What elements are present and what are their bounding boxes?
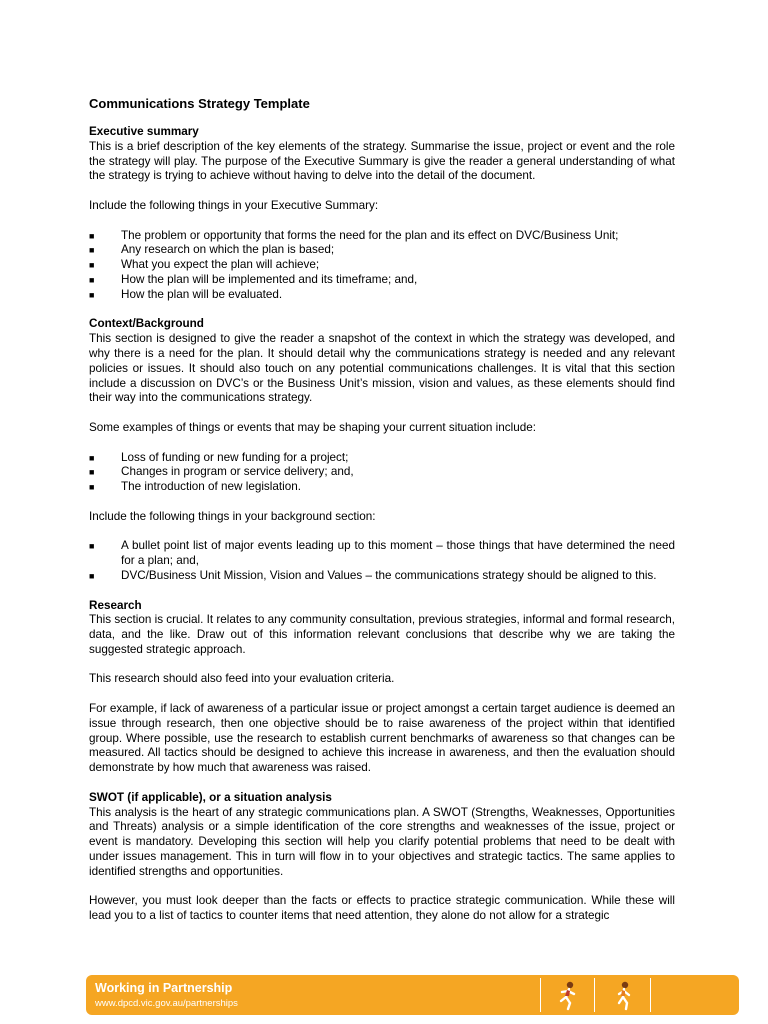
swot-paragraph-1: This analysis is the heart of any strategic communications plan. A SWOT (Strengths, Weaknesses, Opportunities and Threats) analysis or a simple identification of the core strengths and weaknesses of the issue, project or event is mandatory. Developing this section will help you clarify potential problems that need to be dealt with under issues management. This in turn will flow in to your objectives and strategic tactics. The same applies to identified strengths and opportunities.: [89, 805, 675, 878]
research-paragraph-2: This research should also feed into your evaluation criteria.: [89, 672, 395, 686]
list-item: ■ DVC/Business Unit Mission, Vision and Values – the communications strategy should be aligned to this.: [89, 568, 657, 582]
footer-title: Working in Partnership: [95, 981, 233, 995]
runner-figure-icon: [552, 979, 586, 1011]
bullet-icon: ■: [89, 467, 95, 478]
research-paragraph-1: This section is crucial. It relates to any community consultation, previous strategies, informal and formal research, data, and the like. Draw out of this information relevant conclusions that describe why we are taking the suggested strategic approach.: [89, 613, 675, 656]
section-heading-executive-summary: Executive summary: [89, 125, 199, 138]
bullet-icon: ■: [89, 541, 95, 552]
context-lead-examples: Some examples of things or events that may be shaping your current situation include:: [89, 420, 536, 434]
bullet-icon: ■: [89, 274, 95, 285]
list-item: ■ The introduction of new legislation.: [89, 480, 301, 494]
list-item: ■ Any research on which the plan is based;: [89, 243, 335, 257]
context-lead-background: Include the following things in your background section:: [89, 509, 376, 523]
page-title: Communications Strategy Template: [89, 96, 310, 111]
list-item: ■ How the plan will be evaluated.: [89, 287, 283, 301]
section-heading-context: Context/Background: [89, 317, 204, 331]
section-heading-research: Research: [89, 598, 142, 612]
bullet-icon: ■: [89, 482, 95, 493]
executive-summary-lead: Include the following things in your Executive Summary:: [89, 198, 379, 212]
list-item: ■ The problem or opportunity that forms the need for the plan and its effect on DVC/Business Unit;: [89, 228, 619, 242]
list-item: ■ Changes in program or service delivery; and,: [89, 465, 354, 479]
bullet-icon: ■: [89, 230, 95, 241]
bullet-icon: ■: [89, 452, 95, 463]
footer-url[interactable]: www.dpcd.vic.gov.au/partnerships: [95, 998, 238, 1009]
list-item: ■ How the plan will be implemented and its timeframe; and,: [89, 272, 418, 286]
bullet-icon: ■: [89, 289, 95, 300]
list-item: ■ Loss of funding or new funding for a project;: [89, 450, 349, 464]
executive-summary-intro: This is a brief description of the key elements of the strategy. Summarise the issue, project or event and the role the strategy will play. The purpose of the Executive Summary is give the reader a general understanding of what the strategy is trying to achieve without having to delve into the detail of the document.: [89, 139, 675, 183]
footer-divider: [594, 978, 595, 1012]
list-item: ■ A bullet point list of major events leading up to this moment – those things that have determined the need for a plan; and,: [89, 539, 675, 568]
bullet-icon: ■: [89, 570, 95, 581]
footer-divider: [650, 978, 651, 1012]
context-background-list: [89, 539, 675, 583]
swot-paragraph-2: However, you must look deeper than the facts or effects to practice strategic communication. While these will lead you to a list of tactics to counter items that need attention, they alone do not allow for a strategic: [89, 894, 675, 923]
document-page: [89, 96, 675, 924]
executive-summary-list: [89, 229, 675, 303]
list-item: ■ What you expect the plan will achieve;: [89, 258, 320, 272]
research-paragraph-3: For example, if lack of awareness of a particular issue or project amongst a certain target audience is deemed an issue through research, then one objective should be to raise awareness of the project within that identified group. Where possible, use the research to establish current benchmarks of awareness so that changes can be measured. All tactics should be designed to achieve this increase in awareness, and then the evaluation should demonstrate by how much that awareness was raised.: [89, 702, 675, 775]
footer-divider: [540, 978, 541, 1012]
context-examples-list: [89, 451, 675, 495]
context-intro: This section is designed to give the reader a snapshot of the context in which the strategy was developed, and why there is a need for the plan. It should detail why the communications strategy is needed and any relevant policies or issues. It should also touch on any potential communications challenges. It is vital that this section include a discussion on DVC’s or the Business Unit’s mission, vision and values, as these elements should find their way into the communications strategy.: [89, 332, 675, 405]
footer-banner: [86, 975, 739, 1015]
runner-figure-icon: [608, 979, 642, 1011]
bullet-icon: ■: [89, 260, 95, 271]
bullet-icon: ■: [89, 245, 95, 256]
section-heading-swot: SWOT (if applicable), or a situation analysis: [89, 790, 332, 804]
